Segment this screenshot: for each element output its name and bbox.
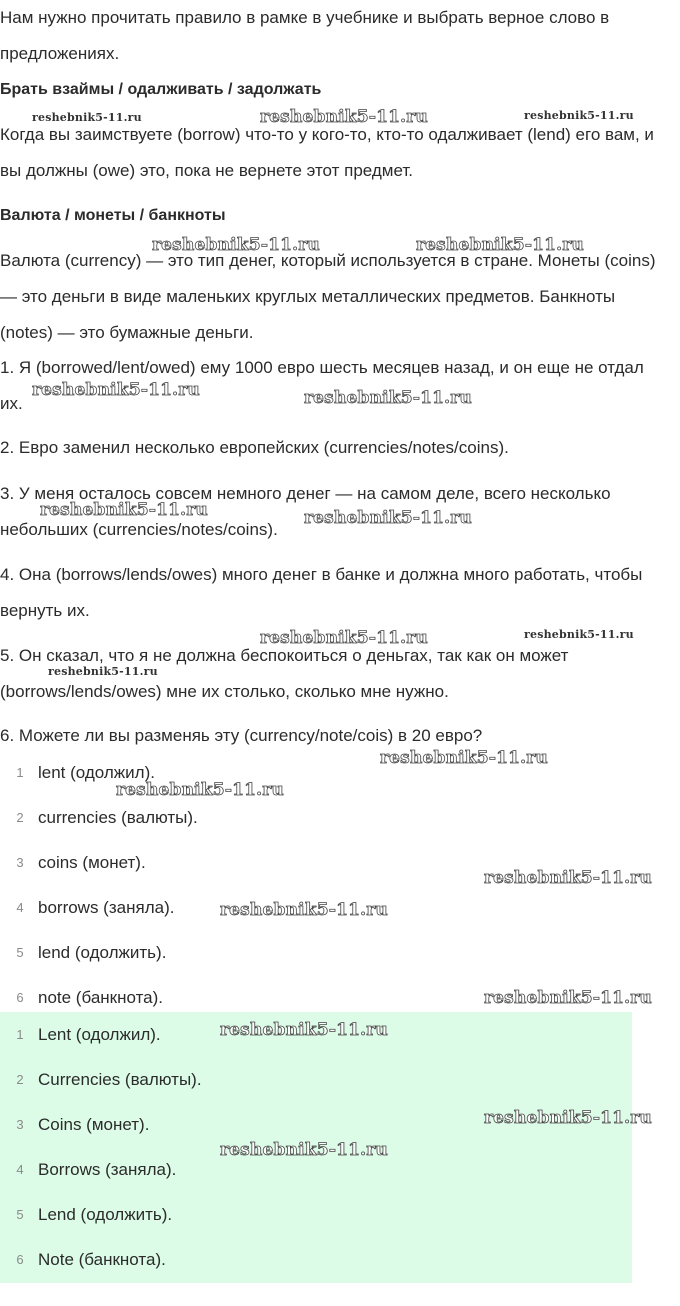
exercise-6: 6. Можете ли вы разменяь эту (currency/note/cois) в 20 евро? bbox=[0, 726, 483, 745]
section-heading-borrow: Брать взаймы / одалживать / задолжать bbox=[0, 81, 322, 98]
watermark: reshebnik5-11.ru bbox=[416, 235, 584, 255]
watermark: reshebnik5-11.ru bbox=[220, 1020, 388, 1040]
watermark: reshebnik5-11.ru bbox=[260, 107, 428, 127]
exercise-5: 5. Он сказал, что я не должна беспокоиться о деньгах, так как он может (borrows/lends/owes) мне их столько, сколько мне нужно. bbox=[0, 646, 569, 701]
list-item: 3 Coins (монет). bbox=[16, 1114, 150, 1134]
list-item: 6 note (банкнота). bbox=[16, 987, 164, 1007]
watermark: reshebnik5-11.ru bbox=[116, 780, 284, 800]
watermark: reshebnik5-11.ru bbox=[380, 748, 548, 768]
watermark: reshebnik5-11.ru bbox=[48, 665, 158, 678]
exercise-4: 4. Она (borrows/lends/owes) много денег в банке и должна много работать, чтобы вернуть их. bbox=[0, 565, 643, 620]
watermark: reshebnik5-11.ru bbox=[524, 628, 634, 641]
watermark: reshebnik5-11.ru bbox=[304, 508, 472, 528]
section-heading-currency: Валюта / монеты / банкноты bbox=[0, 207, 226, 224]
watermark: reshebnik5-11.ru bbox=[524, 109, 634, 122]
list-item: 1 Lent (одолжил). bbox=[16, 1024, 161, 1044]
watermark: reshebnik5-11.ru bbox=[484, 1108, 652, 1128]
watermark: reshebnik5-11.ru bbox=[304, 388, 472, 408]
watermark: reshebnik5-11.ru bbox=[32, 111, 142, 124]
list-item: 2 currencies (валюты). bbox=[16, 807, 198, 827]
watermark: reshebnik5-11.ru bbox=[220, 900, 388, 920]
watermark: reshebnik5-11.ru bbox=[484, 868, 652, 888]
list-item: 3 coins (монет). bbox=[16, 852, 146, 872]
watermark: reshebnik5-11.ru bbox=[40, 500, 208, 520]
list-item: 5 lend (одолжить). bbox=[16, 942, 167, 962]
watermark: reshebnik5-11.ru bbox=[260, 628, 428, 648]
exercise-3: 3. У меня осталось совсем немного денег — на самом деле, всего несколько небольших (currencies/notes/coins). bbox=[0, 484, 611, 539]
watermark: reshebnik5-11.ru bbox=[32, 380, 200, 400]
section-text-borrow: Когда вы заимствуете (borrow) что-то у кого-то, кто-то одалживает (lend) его вам, и вы должны (owe) это, пока не вернете этот предмет. bbox=[0, 125, 654, 180]
list-item: 5 Lend (одолжить). bbox=[16, 1204, 173, 1224]
watermark: reshebnik5-11.ru bbox=[484, 988, 652, 1008]
list-item: 2 Currencies (валюты). bbox=[16, 1069, 202, 1089]
watermark: reshebnik5-11.ru bbox=[152, 235, 320, 255]
exercise-2: 2. Евро заменил несколько европейских (currencies/notes/coins). bbox=[0, 438, 509, 457]
watermark: reshebnik5-11.ru bbox=[220, 1140, 388, 1160]
list-item: 6 Note (банкнота). bbox=[16, 1249, 166, 1269]
intro-text: Нам нужно прочитать правило в рамке в учебнике и выбрать верное слово в предложениях. bbox=[0, 8, 610, 63]
list-item: 1 lent (одолжил). bbox=[16, 762, 155, 782]
section-text-currency: Валюта (currency) — это тип денег, который используется в стране. Монеты (coins) — это деньги в виде маленьких круглых металлических предметов. Банкноты (notes) — это бумажные деньги. bbox=[0, 251, 656, 342]
list-item: 4 borrows (заняла). bbox=[16, 897, 175, 917]
exercise-1: 1. Я (borrowed/lent/owed) ему 1000 евро шесть месяцев назад, и он еще не отдал их. bbox=[0, 358, 644, 413]
list-item: 4 Borrows (заняла). bbox=[16, 1159, 177, 1179]
